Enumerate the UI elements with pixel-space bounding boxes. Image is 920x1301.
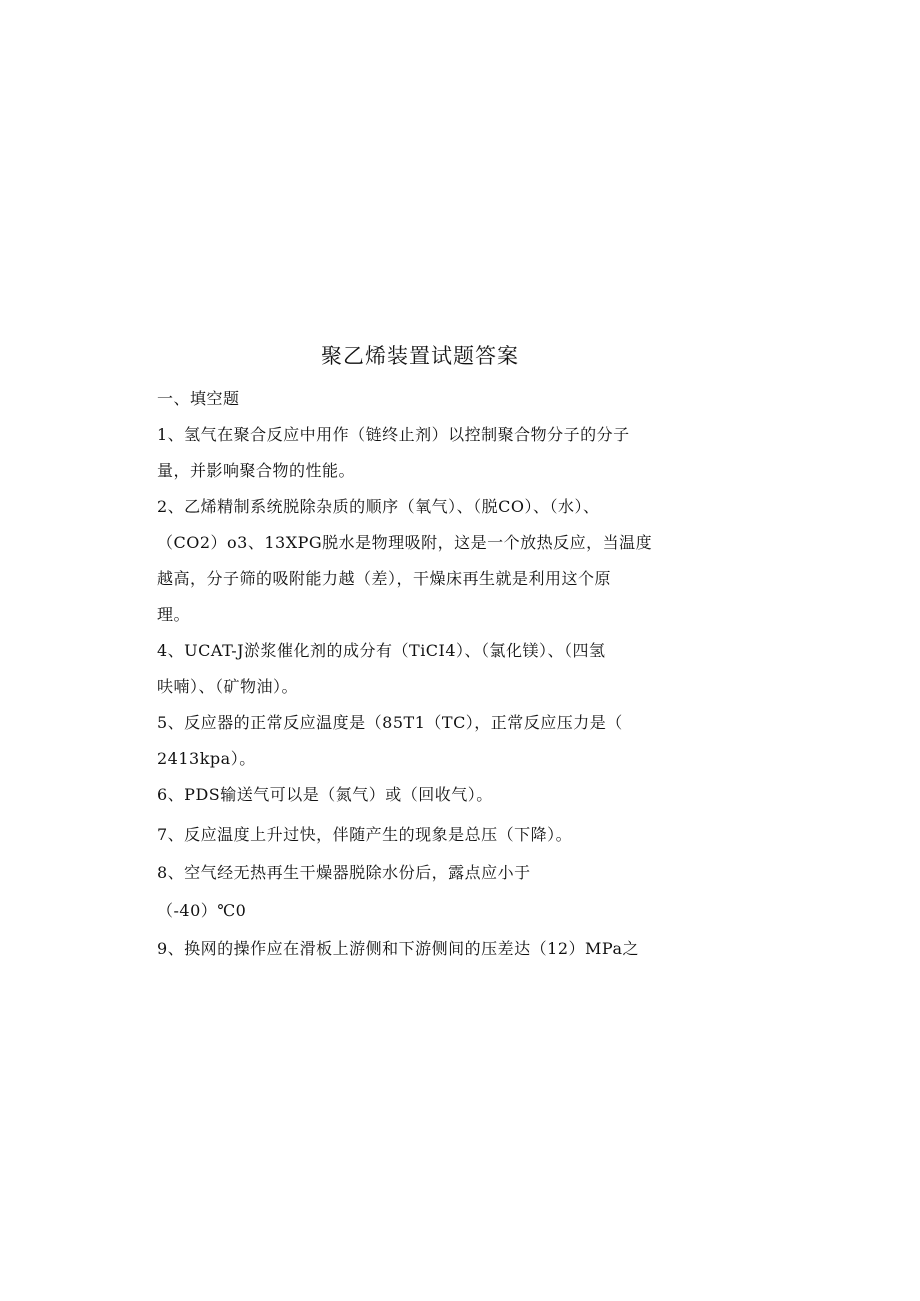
section-heading: 一、填空题 — [157, 389, 240, 408]
text-line-3: 2、乙烯精制系统脱除杂质的顺序（氧气）、（脱CO）、（水）、 — [157, 497, 600, 516]
text-line-7: 4、UCAT-J淤浆催化剂的成分有（TiCI4）、（氯化镁）、（四氢 — [157, 641, 606, 660]
text-line-2: 量，并影响聚合物的性能。 — [157, 461, 356, 480]
text-line-10: 2413kpa）。 — [157, 749, 256, 768]
text-line-13: 8、空气经无热再生干燥器脱除水份后，露点应小于 — [157, 863, 531, 882]
text-line-4: （CO2）o3、13XPG脱水是物理吸附，这是一个放热反应，当温度 — [157, 533, 653, 552]
text-line-11: 6、PDS输送气可以是（氮气）或（回收气）。 — [157, 785, 493, 804]
text-line-5: 越高，分子筛的吸附能力越（差），干燥床再生就是利用这个原 — [157, 569, 612, 588]
text-line-1: 1、氢气在聚合反应中用作（链终止剂）以控制聚合物分子的分子 — [157, 425, 630, 444]
text-line-9: 5、反应器的正常反应温度是（85T1（TC），正常反应压力是（ — [157, 713, 623, 732]
text-line-12: 7、反应温度上升过快，伴随产生的现象是总压（下降）。 — [157, 825, 573, 844]
text-line-8: 呋喃）、（矿物油）。 — [157, 677, 299, 696]
text-line-6: 理。 — [157, 605, 191, 624]
text-line-14: （-40）℃0 — [157, 901, 247, 920]
text-line-15: 9、换网的操作应在滑板上游侧和下游侧间的压差达（12）MPa之 — [157, 939, 640, 958]
document-title: 聚乙烯装置试题答案 — [321, 344, 519, 368]
